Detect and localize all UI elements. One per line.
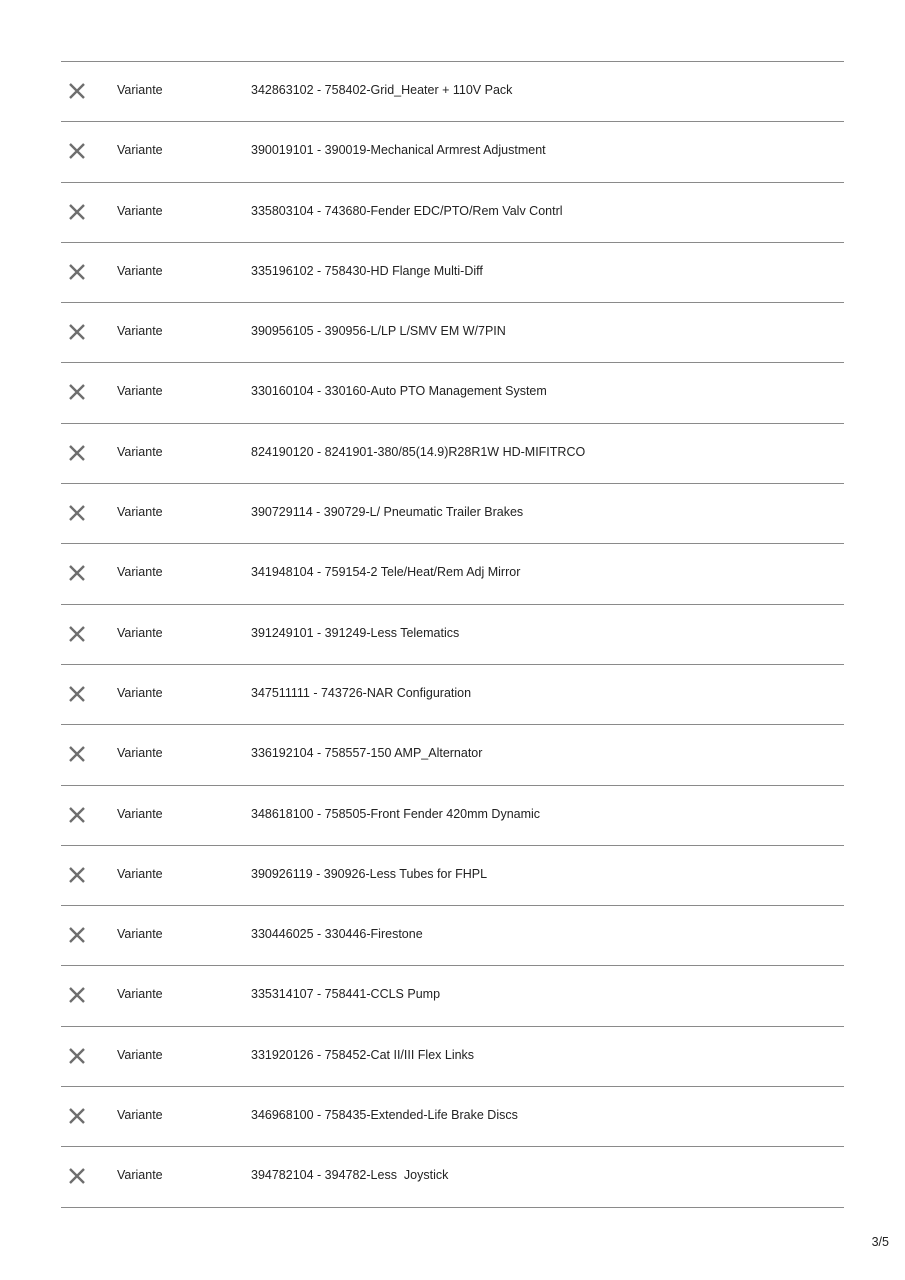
row-description: 390956105 - 390956-L/LP L/SMV EM W/7PIN (251, 324, 506, 339)
row-description: 391249101 - 391249-Less Telematics (251, 625, 460, 640)
page-number: 3/5 (871, 1235, 889, 1249)
close-x-icon (67, 805, 87, 825)
row-description: 330446025 - 330446-Firestone (251, 927, 423, 942)
row-type: Variante (117, 263, 163, 278)
table-row (61, 363, 844, 423)
table-row (61, 544, 844, 604)
row-type: Variante (117, 806, 163, 821)
table-row (61, 786, 844, 846)
row-description: 390926119 - 390926-Less Tubes for FHPL (251, 866, 488, 881)
row-description: 335196102 - 758430-HD Flange Multi-Diff (251, 263, 483, 278)
table-row (61, 122, 844, 182)
row-type: Variante (117, 203, 163, 218)
close-x-icon (67, 624, 87, 644)
table-row (61, 243, 844, 303)
row-type: Variante (117, 143, 163, 158)
table-row (61, 906, 844, 966)
row-type: Variante (117, 625, 163, 640)
table-row (61, 605, 844, 665)
row-description: 336192104 - 758557-150 AMP_Alternator (251, 746, 483, 761)
row-description: 347511111 - 743726-NAR Configuration (251, 685, 472, 700)
row-description: 394782104 - 394782-Less Joystick (251, 1168, 449, 1183)
row-description: 330160104 - 330160-Auto PTO Management System (251, 384, 547, 399)
table-row (61, 183, 844, 243)
close-x-icon (67, 382, 87, 402)
row-type: Variante (117, 927, 163, 942)
table-row (61, 846, 844, 906)
table-row (61, 665, 844, 725)
row-type: Variante (117, 83, 163, 97)
close-x-icon (67, 81, 87, 101)
row-description: 342863102 - 758402-Grid_Heater + 110V Pack (251, 83, 513, 97)
row-description: 335803104 - 743680-Fender EDC/PTO/Rem Valv Contrl (251, 203, 563, 218)
row-type: Variante (117, 384, 163, 399)
table-row (61, 62, 844, 122)
row-type: Variante (117, 505, 163, 520)
close-x-icon (67, 443, 87, 463)
close-x-icon (67, 865, 87, 885)
close-x-icon (67, 1046, 87, 1066)
close-x-icon (67, 1106, 87, 1126)
row-description: 390019101 - 390019-Mechanical Armrest Adjustment (251, 143, 546, 158)
close-x-icon (67, 262, 87, 282)
row-description: 824190120 - 8241901-380/85(14.9)R28R1W HD-MIFITRCO (251, 444, 586, 459)
row-type: Variante (117, 1168, 163, 1183)
table-row (61, 303, 844, 363)
table-row (61, 1087, 844, 1147)
row-description: 348618100 - 758505-Front Fender 420mm Dynamic (251, 806, 541, 821)
row-description: 341948104 - 759154-2 Tele/Heat/Rem Adj Mirror (251, 565, 521, 580)
row-type: Variante (117, 1047, 163, 1062)
table-row (61, 424, 844, 484)
row-type: Variante (117, 685, 163, 700)
row-description: 390729114 - 390729-L/ Pneumatic Trailer Brakes (251, 505, 524, 520)
close-x-icon (67, 985, 87, 1005)
row-description: 331920126 - 758452-Cat II/III Flex Links (251, 1047, 475, 1062)
row-type: Variante (117, 866, 163, 881)
option-table (61, 61, 844, 1208)
row-type: Variante (117, 324, 163, 339)
table-row (61, 484, 844, 544)
close-x-icon (67, 744, 87, 764)
close-x-icon (67, 684, 87, 704)
row-type: Variante (117, 1108, 163, 1123)
close-x-icon (67, 202, 87, 222)
close-x-icon (67, 563, 87, 583)
close-x-icon (67, 503, 87, 523)
close-x-icon (67, 141, 87, 161)
row-description: 335314107 - 758441-CCLS Pump (251, 987, 441, 1002)
row-type: Variante (117, 746, 163, 761)
table-row (61, 966, 844, 1026)
row-description: 346968100 - 758435-Extended-Life Brake Discs (251, 1108, 518, 1123)
row-type: Variante (117, 987, 163, 1002)
row-type: Variante (117, 565, 163, 580)
row-type: Variante (117, 444, 163, 459)
close-x-icon (67, 1166, 87, 1186)
table-row (61, 1027, 844, 1087)
close-x-icon (67, 322, 87, 342)
close-x-icon (67, 925, 87, 945)
table-row (61, 1147, 844, 1207)
table-row (61, 725, 844, 785)
